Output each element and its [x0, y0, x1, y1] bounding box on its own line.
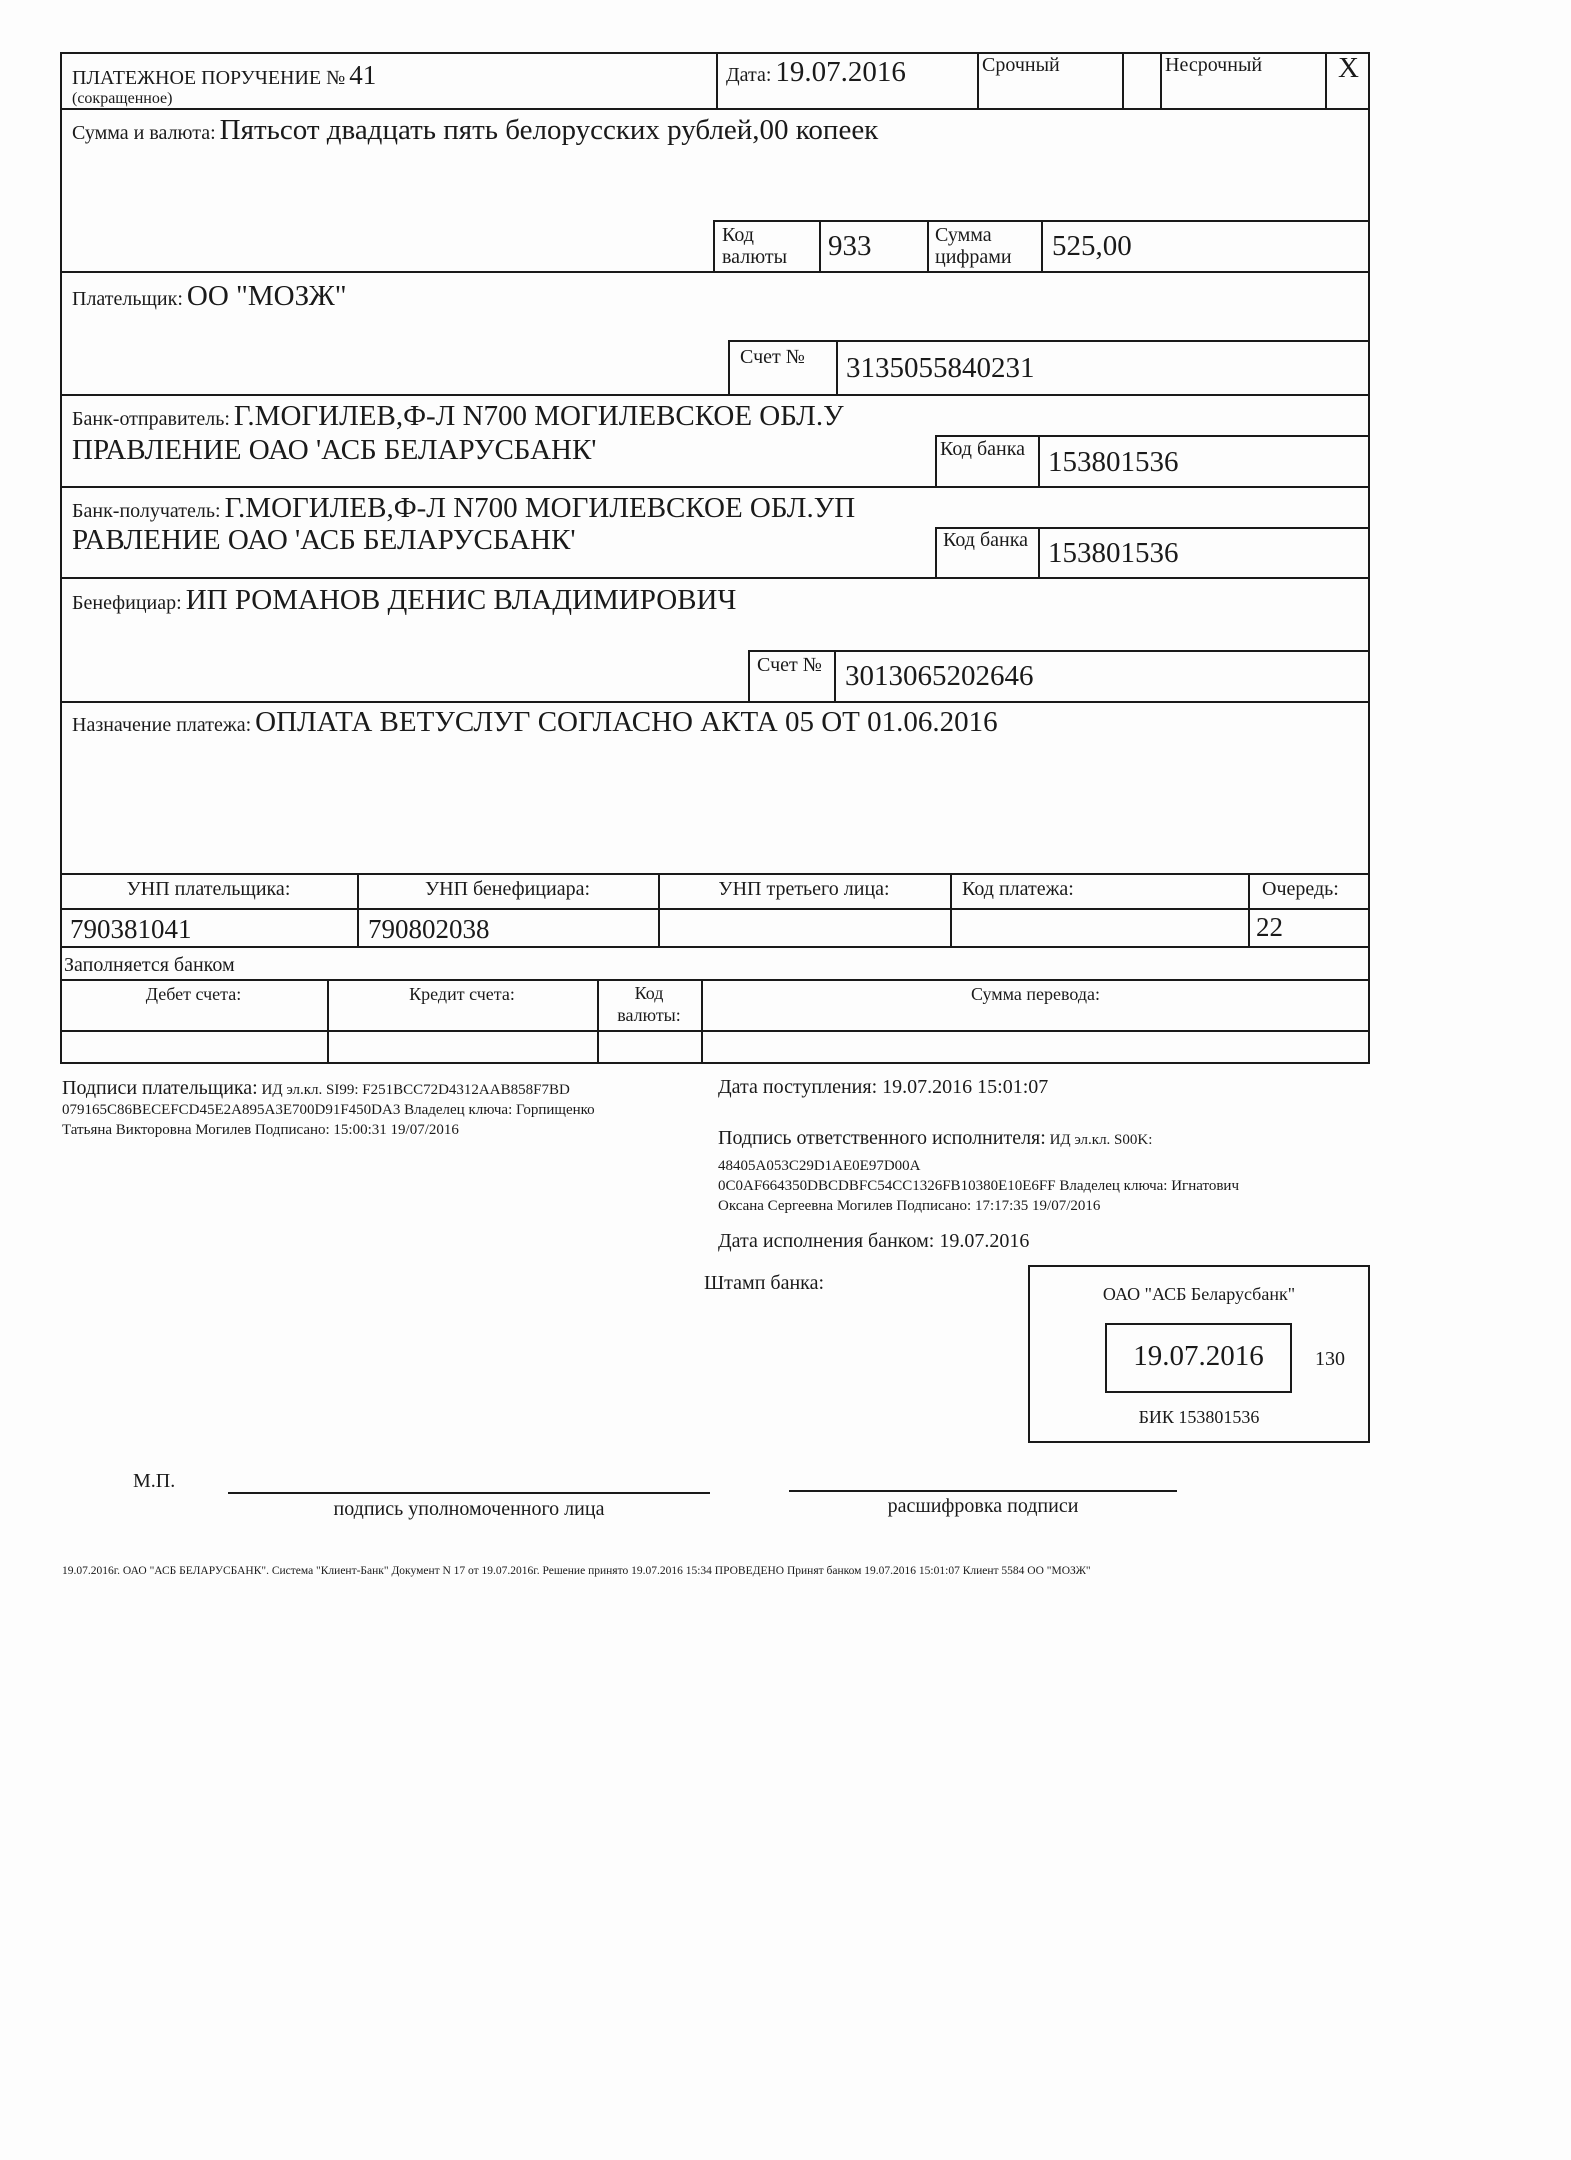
stamp-number: 130: [1315, 1348, 1345, 1370]
transfer-sum-header: Сумма перевода:: [970, 984, 1101, 1004]
divider: [60, 394, 1370, 396]
payer-account-label: Счет №: [740, 346, 805, 368]
divider: [713, 220, 715, 272]
divider: [1038, 527, 1040, 578]
queue-header: Очередь:: [1262, 878, 1339, 900]
nonurgent-mark: X: [1338, 52, 1359, 84]
divider: [950, 873, 952, 947]
divider: [935, 435, 937, 487]
divider: [1041, 220, 1043, 272]
divider: [834, 650, 836, 702]
stamp-bank-name: ОАО "АСБ Беларусбанк": [1102, 1284, 1296, 1304]
divider: [748, 650, 1370, 652]
credit-header: Кредит счета:: [409, 984, 515, 1004]
divider: [60, 946, 1370, 948]
decoding-signature-caption: расшифровка подписи: [887, 1495, 1079, 1517]
divider: [927, 220, 929, 272]
receiver-bank-code: 153801536: [1048, 537, 1179, 569]
bank-currency-header: Код валюты:: [617, 983, 681, 1025]
sum-digits: 525,00: [1052, 230, 1132, 262]
sum-digits-label: Сумма цифрами: [935, 224, 1012, 268]
divider: [836, 340, 838, 395]
beneficiary-name: ИП РОМАНОВ ДЕНИС ВЛАДИМИРОВИЧ: [185, 584, 737, 616]
divider: [60, 908, 1370, 910]
divider: [716, 52, 718, 110]
sender-bank-line1: Г.МОГИЛЕВ,Ф-Л N700 МОГИЛЕВСКОЕ ОБЛ.У: [233, 400, 844, 432]
purpose-row: Назначение платежа: ОПЛАТА ВЕТУСЛУГ СОГЛАСНО АКТА 05 ОТ 01.06.2016: [72, 706, 998, 738]
bank-fill-label: Заполняется банком: [64, 954, 235, 976]
divider: [60, 108, 1370, 110]
nonurgent-label: Несрочный: [1165, 54, 1263, 76]
divider: [60, 701, 1370, 703]
payment-code-header: Код платежа:: [962, 878, 1074, 900]
divider: [1122, 52, 1124, 110]
divider: [60, 577, 1370, 579]
beneficiary-account: 3013065202646: [845, 660, 1034, 692]
doc-date: Дата: 19.07.2016: [726, 56, 906, 88]
divider: [748, 650, 750, 702]
doc-number: 41: [349, 60, 377, 90]
unp-payer-header: УНП плательщика:: [126, 878, 291, 900]
divider: [728, 340, 730, 395]
queue-value: 22: [1256, 912, 1283, 942]
executor-signature: Подпись ответственного исполнителя: ИД эл.кл. S00K: 48405A053C29D1AE0E97D00A 0C0AF664350DBCDBFC54CC1326FB10380E10E6FF Владелец ключа: Игнатович Оксана Сергеевна Могилев Подписано: 17:17:35 19/07/2016: [718, 1127, 1240, 1214]
unp-beneficiary-header: УНП бенефициара:: [424, 878, 591, 900]
urgent-label: Срочный: [982, 54, 1060, 76]
unp-payer-value: 790381041: [70, 914, 192, 944]
divider: [935, 435, 1370, 437]
sender-bank-code: 153801536: [1048, 446, 1179, 478]
divider: [977, 52, 979, 110]
payer-name: ОО "МОЗЖ": [186, 280, 347, 312]
mp-label: М.П.: [133, 1470, 176, 1492]
sender-bank-row: Банк-отправитель: Г.МОГИЛЕВ,Ф-Л N700 МОГИЛЕВСКОЕ ОБЛ.У: [72, 400, 844, 432]
divider: [935, 527, 937, 578]
receipt-date: Дата поступления: 19.07.2016 15:01:07: [718, 1076, 1049, 1098]
divider: [819, 220, 821, 272]
doc-subtitle: (сокращенное): [72, 90, 173, 107]
divider: [60, 271, 1370, 273]
receiver-bank-row: Банк-получатель: Г.МОГИЛЕВ,Ф-Л N700 МОГИЛЕВСКОЕ ОБЛ.УП: [72, 492, 856, 524]
payer-signature: Подписи плательщика: ИД эл.кл. SI99: F251BCC72D4312AAB858F7BD 079165C86BECEFCD45E2A895A3E700D91F450DA3 Владелец ключа: Горпищенко Татьяна Викторовна Могилев Подписано: 15:00:31 19/07/2016: [62, 1077, 595, 1138]
amount-row: Сумма и валюта: Пятьсот двадцать пять белорусских рублей,00 копеек: [72, 114, 879, 146]
decoding-signature-line: [789, 1490, 1177, 1492]
doc-title: ПЛАТЕЖНОЕ ПОРУЧЕНИЕ № 41: [72, 60, 377, 90]
stamp-date: 19.07.2016: [1133, 1340, 1264, 1372]
divider: [60, 979, 1370, 981]
receiver-bank-line1: Г.МОГИЛЕВ,Ф-Л N700 МОГИЛЕВСКОЕ ОБЛ.УП: [224, 492, 856, 524]
receiver-bank-code-label: Код банка: [943, 529, 1028, 551]
divider: [1038, 435, 1040, 487]
authorized-signature-caption: подпись уполномоченного лица: [333, 1498, 605, 1520]
receiver-bank-line2: РАВЛЕНИЕ ОАО 'АСБ БЕЛАРУСБАНК': [72, 524, 576, 556]
sender-bank-code-label: Код банка: [940, 438, 1025, 460]
purpose-text: ОПЛАТА ВЕТУСЛУГ СОГЛАСНО АКТА 05 ОТ 01.06.2016: [255, 706, 998, 738]
divider: [1248, 873, 1250, 947]
system-footer: 19.07.2016г. ОАО "АСБ БЕЛАРУСБАНК". Система "Клиент-Банк" Документ N 17 от 19.07.2016г. Решение принято 19.07.2016 15:34 ПРОВЕДЕНО Принят банком 19.07.2016 15:01:07 Клиент 5584 ОО "МОЗЖ": [62, 1565, 1091, 1577]
debit-header: Дебет счета:: [145, 984, 242, 1004]
divider: [1160, 52, 1162, 110]
stamp-bik: БИК 153801536: [1138, 1407, 1260, 1427]
divider: [60, 873, 1370, 875]
amount-words: Пятьсот двадцать пять белорусских рублей,00 копеек: [219, 114, 879, 146]
payer-account: 3135055840231: [846, 352, 1035, 384]
divider: [728, 340, 1370, 342]
payer-row: Плательщик: ОО "МОЗЖ": [72, 280, 347, 312]
unp-third-party-header: УНП третьего лица:: [718, 878, 890, 900]
stamp-label: Штамп банка:: [704, 1272, 824, 1294]
divider: [60, 1030, 1370, 1032]
sender-bank-line2: ПРАВЛЕНИЕ ОАО 'АСБ БЕЛАРУСБАНК': [72, 434, 597, 466]
beneficiary-account-label: Счет №: [757, 654, 822, 676]
currency-code-label: Код валюты: [722, 224, 788, 268]
beneficiary-row: Бенефициар: ИП РОМАНОВ ДЕНИС ВЛАДИМИРОВИЧ: [72, 584, 737, 616]
currency-code: 933: [828, 230, 872, 262]
divider: [60, 486, 1370, 488]
authorized-signature-line: [228, 1492, 710, 1494]
unp-beneficiary-value: 790802038: [368, 914, 490, 944]
execution-date: Дата исполнения банком: 19.07.2016: [718, 1230, 1030, 1252]
